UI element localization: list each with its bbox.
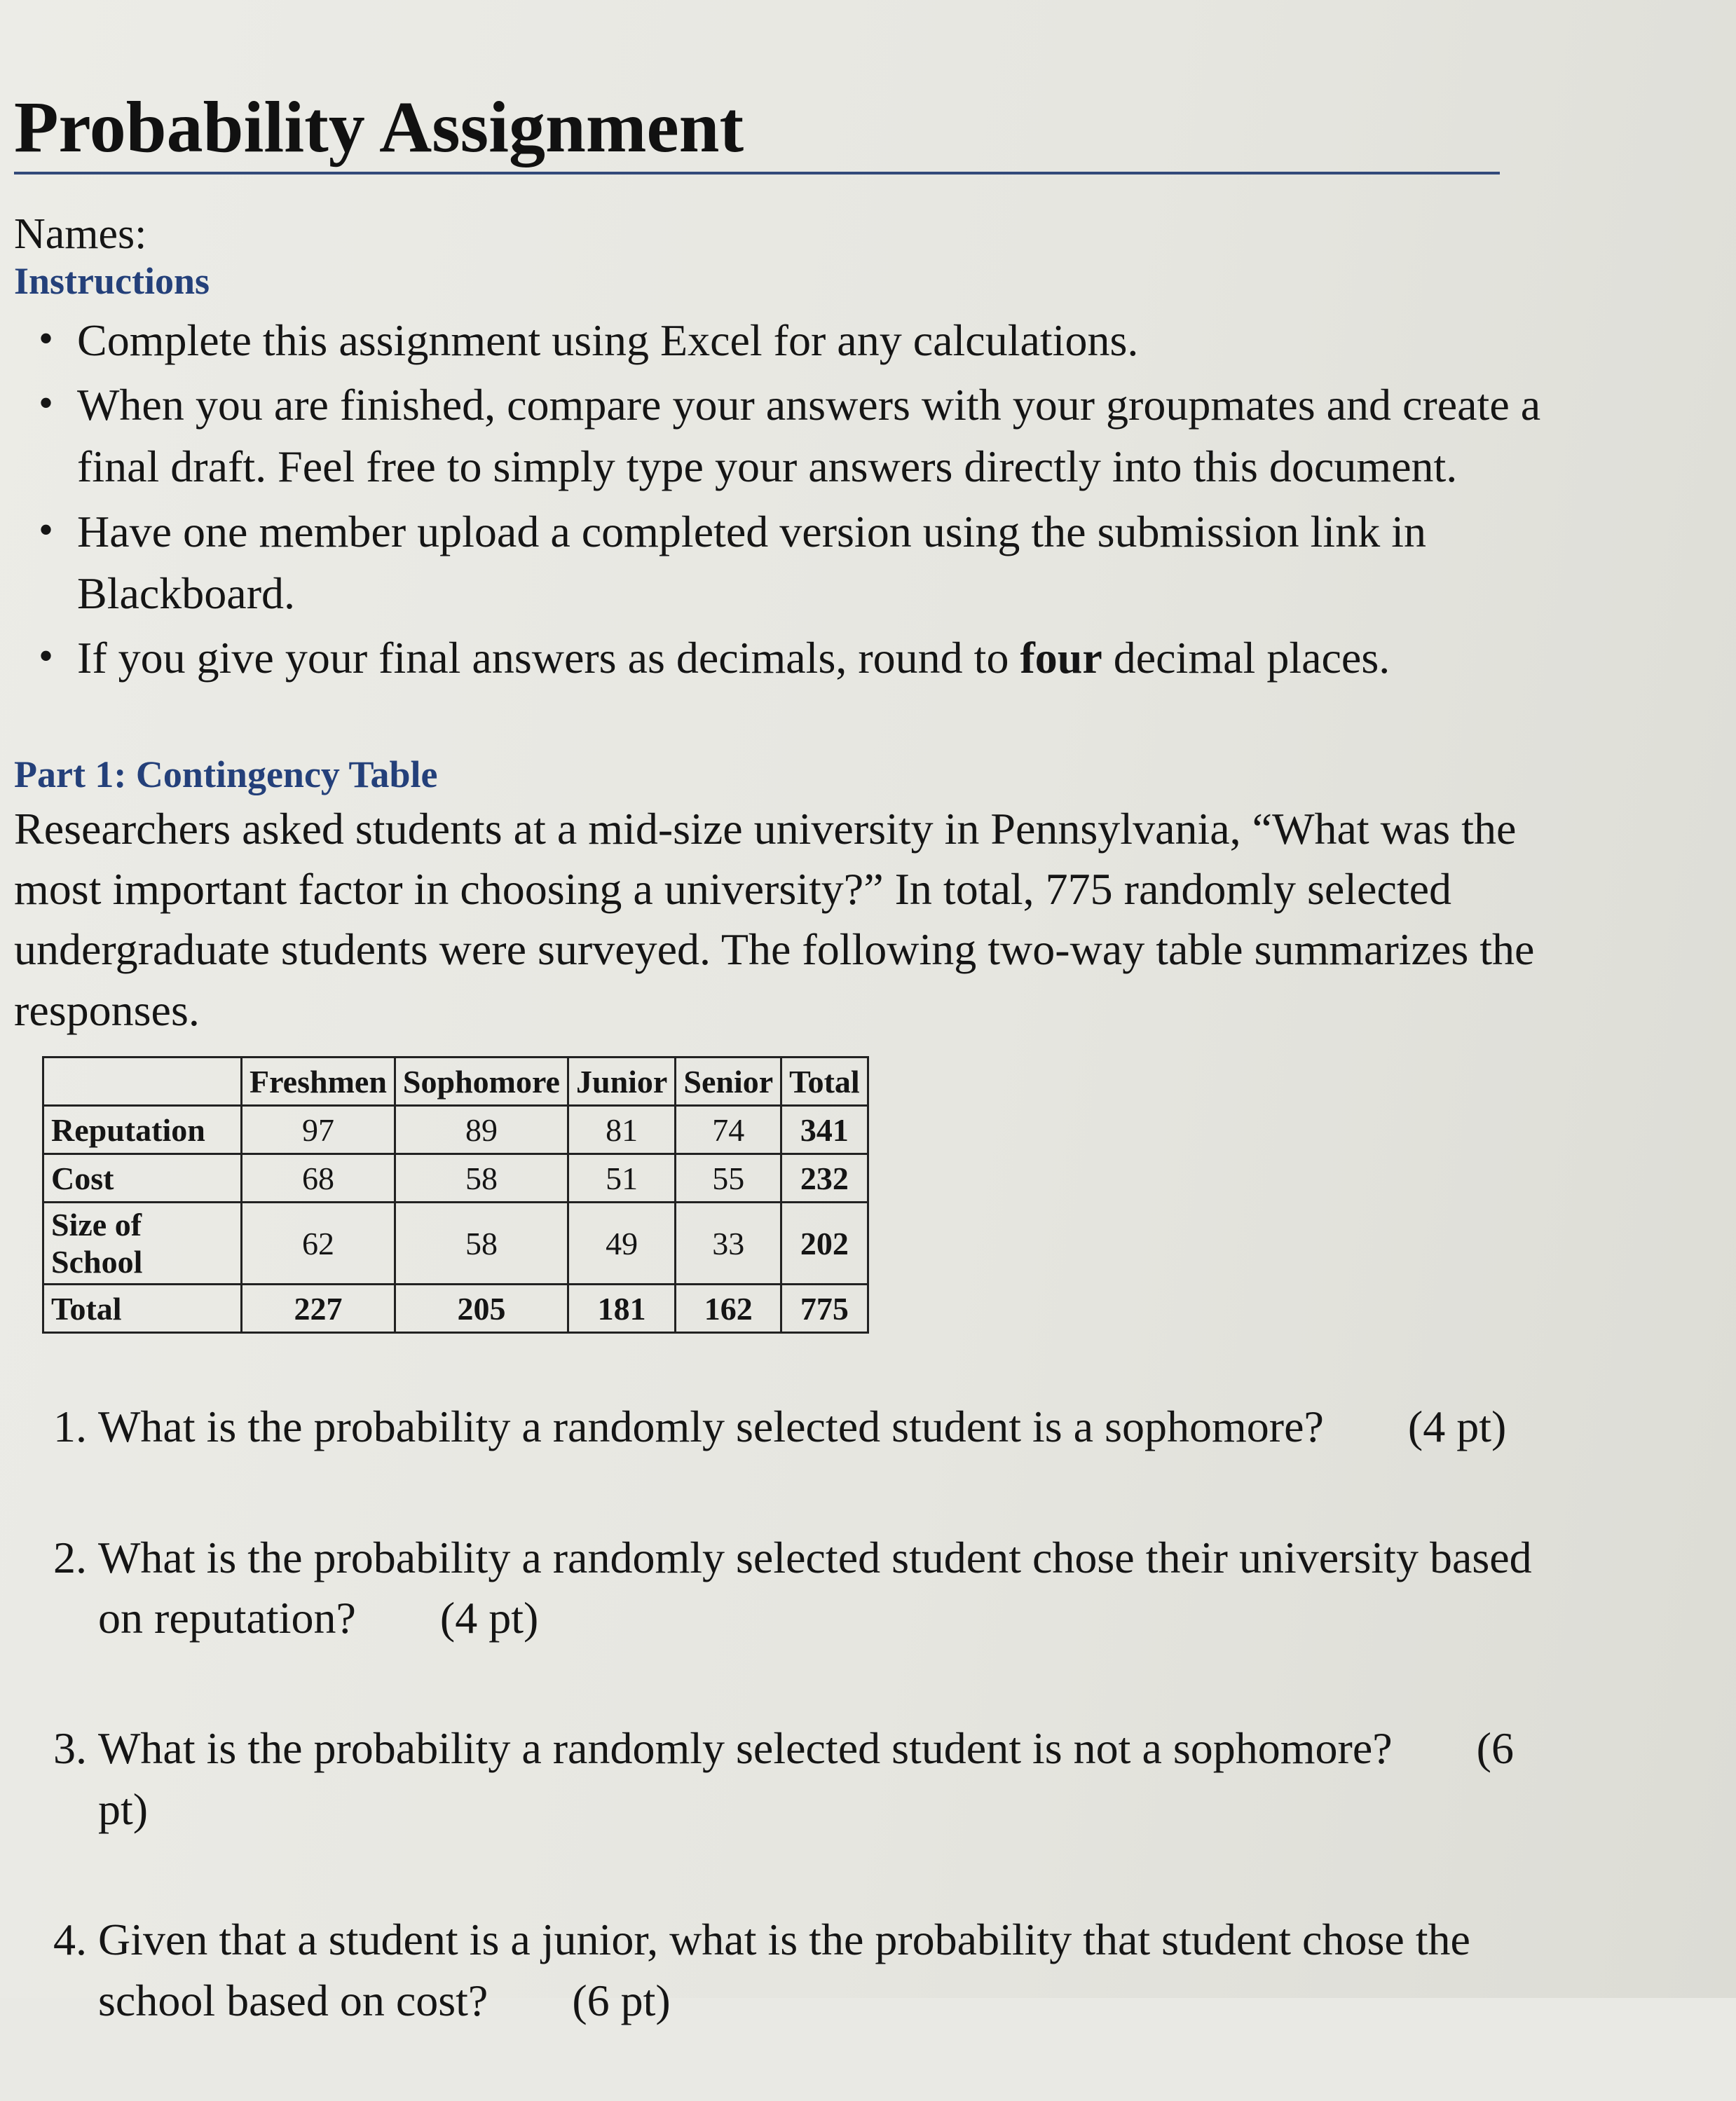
questions-list: [14, 1397, 1570, 2031]
column-total: 181: [568, 1285, 675, 1333]
row-label: Size of School: [43, 1203, 242, 1285]
table-header-cell: Sophomore: [395, 1058, 568, 1106]
table-row: [43, 1106, 868, 1154]
table-cell: 55: [676, 1154, 781, 1203]
title-underline: [14, 172, 1500, 174]
table-row: [43, 1285, 868, 1333]
row-label: Total: [43, 1285, 242, 1333]
column-total: 227: [242, 1285, 395, 1333]
table-header-cell: Freshmen: [242, 1058, 395, 1106]
instruction-item: • When you are finished, compare your answers with your groupmates and create a final draft. Feel free to simply type your answers directly into this document.: [77, 374, 1570, 498]
page-title: Probability Assignment: [14, 87, 744, 167]
instruction-item: • Have one member upload a completed version using the submission link in Blackboard.: [77, 501, 1570, 625]
question-item: 1. What is the probability a randomly selected student is a sophomore? (4 pt): [98, 1397, 1570, 1457]
document: [14, 84, 1570, 2101]
question-points: (4 pt): [439, 1593, 539, 1643]
table-cell: 58: [395, 1203, 568, 1285]
names-label: Names:: [14, 210, 147, 258]
row-total: 232: [781, 1154, 868, 1203]
table-header-row: [43, 1058, 868, 1106]
grand-total: 775: [781, 1285, 868, 1333]
table-header-cell: [43, 1058, 242, 1106]
bullet-icon: •: [39, 380, 54, 427]
table-row: [43, 1203, 868, 1285]
bullet-icon: •: [39, 315, 54, 362]
part1-description: Researchers asked students at a mid-size university in Pennsylvania, “What was the most important factor in choosing a university?” In total, 775 randomly selected undergraduate students were surveyed. The following two-way table summarizes the responses.: [14, 803, 1535, 1035]
question-item: 3. What is the probability a randomly selected student is not a sophomore? (6 pt): [98, 1718, 1570, 1840]
question-points: (4 pt): [1407, 1402, 1507, 1452]
instructions-heading: Instructions: [14, 259, 210, 302]
table-cell: 58: [395, 1154, 568, 1203]
table-cell: 62: [242, 1203, 395, 1285]
instructions-list: [14, 310, 1570, 690]
table-cell: 89: [395, 1106, 568, 1154]
table-header-cell: Senior: [676, 1058, 781, 1106]
column-total: 162: [676, 1285, 781, 1333]
bullet-icon: •: [39, 633, 54, 680]
table-header-cell: Total: [781, 1058, 868, 1106]
table-cell: 33: [676, 1203, 781, 1285]
table-cell: 97: [242, 1106, 395, 1154]
question-points: (6 pt): [572, 1975, 671, 2025]
table-cell: 74: [676, 1106, 781, 1154]
emphasis-four: four: [1020, 633, 1102, 683]
row-total: 341: [781, 1106, 868, 1154]
row-total: 202: [781, 1203, 868, 1285]
table-row: [43, 1154, 868, 1203]
table-cell: 51: [568, 1154, 675, 1203]
table-cell: 49: [568, 1203, 675, 1285]
question-item: 4. Given that a student is a junior, what is the probability that student chose the school based on cost? (6 pt): [98, 1910, 1570, 2031]
row-label: Cost: [43, 1154, 242, 1203]
row-label: Reputation: [43, 1106, 242, 1154]
table-cell: 68: [242, 1154, 395, 1203]
instruction-item: • If you give your final answers as decimals, round to four decimal places.: [77, 627, 1570, 689]
question-points: (6 pt): [98, 1723, 1514, 1834]
table-cell: 81: [568, 1106, 675, 1154]
contingency-table: [42, 1056, 869, 1334]
part1-heading: Part 1: Contingency Table: [14, 753, 438, 795]
question-item: 2. What is the probability a randomly selected student chose their university based on reputation? (4 pt): [98, 1528, 1570, 1649]
instruction-item: • Complete this assignment using Excel for any calculations.: [77, 310, 1570, 371]
column-total: 205: [395, 1285, 568, 1333]
bullet-icon: •: [39, 506, 54, 553]
table-header-cell: Junior: [568, 1058, 675, 1106]
